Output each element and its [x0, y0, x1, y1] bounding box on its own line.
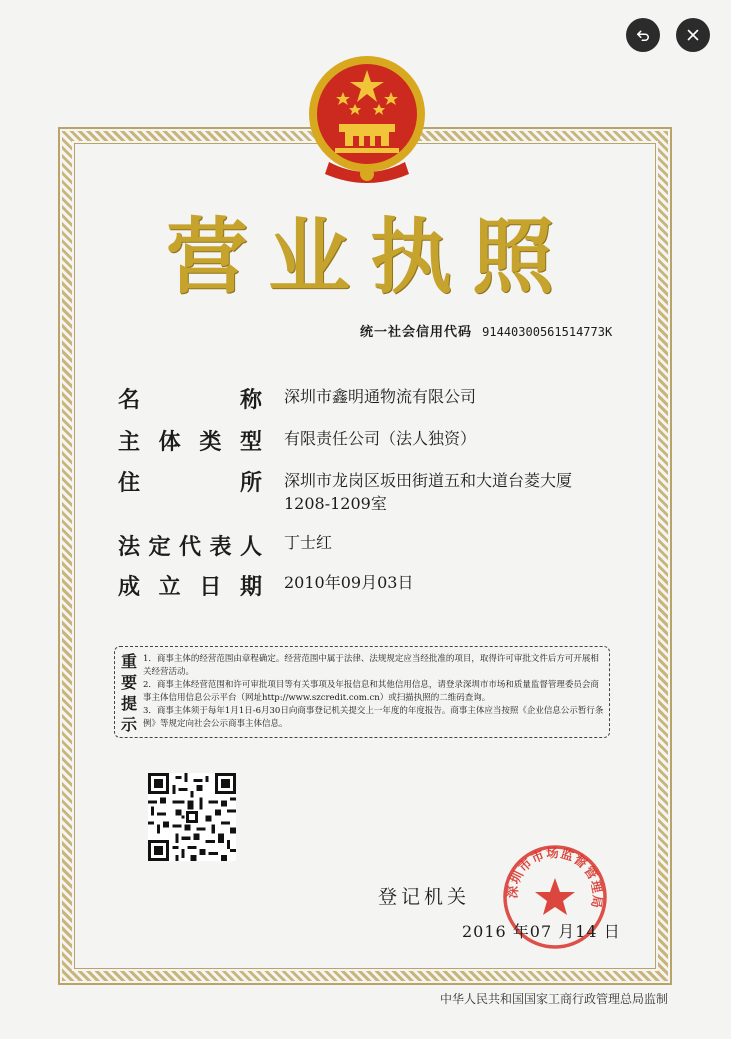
credit-code-label: 统一社会信用代码 — [360, 325, 473, 340]
field-type-value: 有限责任公司（法人独资） — [284, 429, 477, 448]
close-icon — [684, 26, 702, 44]
license-title: 营业执照 — [165, 210, 574, 305]
registration-authority-label: 登记机关 — [378, 886, 471, 908]
notice-item: 3．商事主体须于每年1月1日-6月30日向商事登记机关提交上一年度的年度报告。商事主体应当按照《企业信息公示暂行条例》等规定向社会公示商事主体信息。 — [143, 706, 604, 729]
field-established-label: 成 立 日 期 — [118, 575, 262, 600]
issue-date: 2016 年07 月14 日 — [462, 922, 621, 941]
back-button[interactable] — [626, 18, 660, 52]
close-button[interactable] — [676, 18, 710, 52]
field-address-label: 住 所 — [118, 471, 262, 496]
national-emblem-icon — [305, 52, 429, 190]
footer-supervision: 中华人民共和国国家工商行政管理总局监制 — [440, 992, 669, 1006]
svg-text:深圳市市场监督管理局: 深圳市市场监督管理局 — [504, 845, 606, 911]
field-name-label: 名 称 — [118, 388, 262, 413]
credit-code-value: 91440300561514773K — [482, 325, 613, 339]
field-legal-rep-label: 法 定 代 表 人 — [118, 535, 262, 560]
notice-item: 2．商事主体经营范围和许可审批项目等有关事项及年报信息和其他信用信息，请登录深圳市市场和质量监督管理委员会商事主体信用信息公示平台（网址http://www.szcredit.com.cn）或扫描执照的二维码查询。 — [143, 680, 599, 703]
qr-code-icon[interactable] — [148, 773, 236, 861]
field-legal-rep-value: 丁士红 — [284, 533, 333, 552]
field-address-value-line2: 1208-1209室 — [284, 494, 387, 513]
notice-item: 1．商事主体的经营范围由章程确定。经营范围中属于法律、法规规定应当经批准的项目，取得许可审批文件后方可开展相关经营活动。 — [143, 654, 599, 677]
field-established-value: 2010年09月03日 — [284, 573, 414, 592]
credit-code — [360, 321, 612, 340]
notice-items — [143, 653, 605, 731]
field-type-label: 主 体 类 型 — [118, 430, 262, 455]
field-name-value: 深圳市鑫明通物流有限公司 — [284, 387, 477, 406]
notice-side-label: 重要提示 — [120, 652, 137, 734]
undo-arrow-icon — [634, 26, 652, 44]
field-address-value-line1: 深圳市龙岗区坂田街道五和大道台菱大厦 — [284, 471, 573, 490]
important-notice-box — [114, 646, 610, 738]
